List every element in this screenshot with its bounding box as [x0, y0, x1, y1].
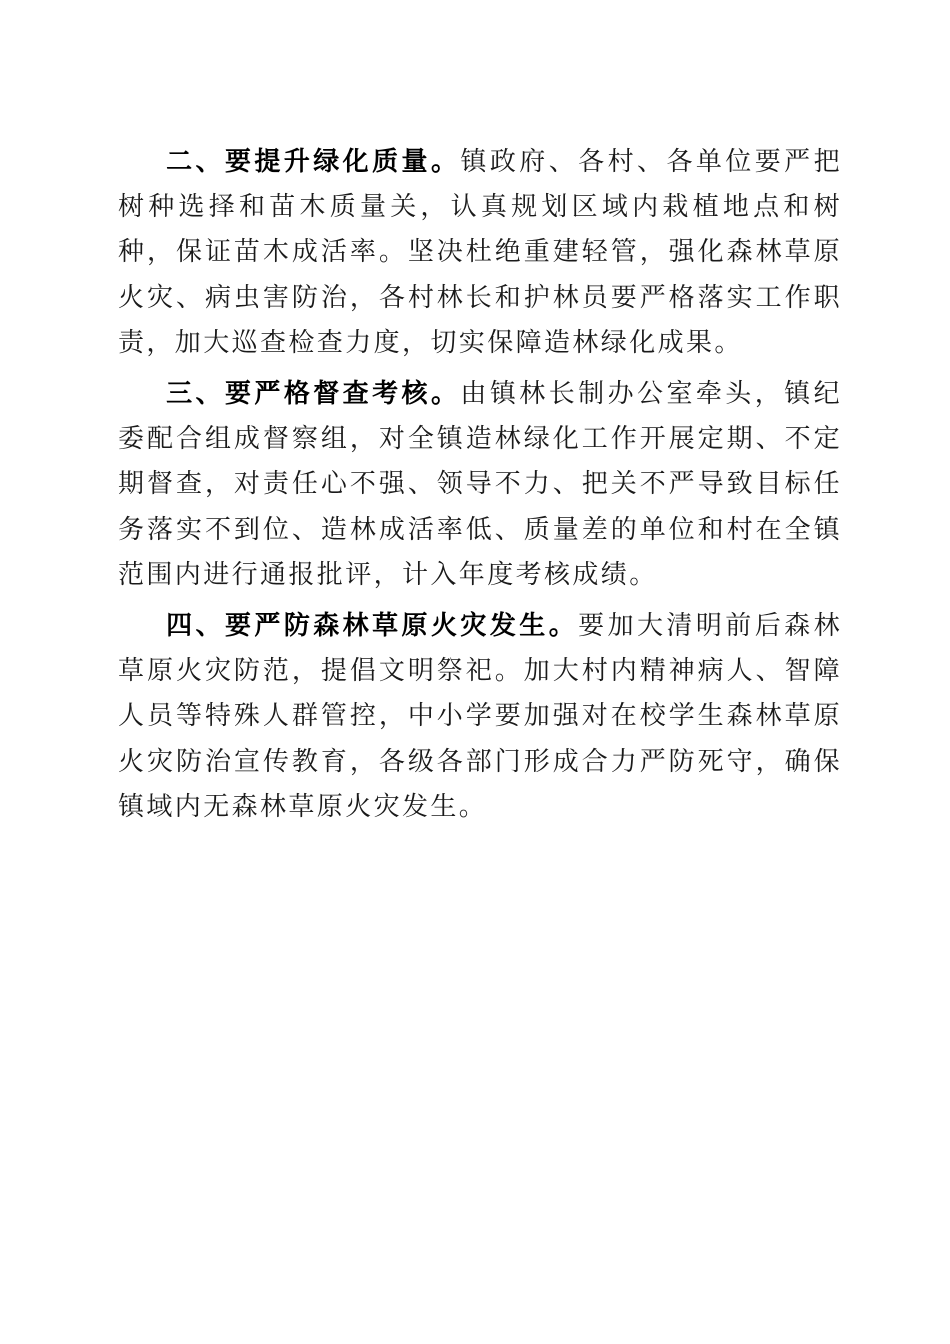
paragraph-inspection-assessment	[118, 372, 842, 598]
document-body	[118, 140, 842, 836]
heading-fire-prevention: 四、要严防森林草原火灾发生。	[166, 611, 579, 642]
body-inspection-assessment: 由镇林长制办公室牵头，镇纪委配合组成督察组，对全镇造林绿化工作开展定期、不定期督查，对责任心不强、领导不力、把关不严导致目标任务落实不到位、造林成活率低、质量差的单位和村在全镇范围内进行通报批评，计入年度考核成绩。	[118, 379, 842, 590]
body-greening-quality: 镇政府、各村、各单位要严把树种选择和苗木质量关，认真规划区域内栽植地点和树种，保证苗木成活率。坚决杜绝重建轻管，强化森林草原火灾、病虫害防治，各村林长和护林员要严格落实工作职责，加大巡查检查力度，切实保障造林绿化成果。	[118, 147, 842, 358]
body-fire-prevention: 要加大清明前后森林草原火灾防范，提倡文明祭祀。加大村内精神病人、智障人员等特殊人群管控，中小学要加强对在校学生森林草原火灾防治宣传教育，各级各部门形成合力严防死守，确保镇域内无森林草原火灾发生。	[118, 611, 842, 822]
heading-greening-quality: 二、要提升绿化质量。	[166, 147, 461, 177]
paragraph-fire-prevention	[118, 604, 842, 830]
heading-inspection-assessment: 三、要严格督查考核。	[166, 379, 461, 410]
paragraph-greening-quality	[118, 140, 842, 366]
